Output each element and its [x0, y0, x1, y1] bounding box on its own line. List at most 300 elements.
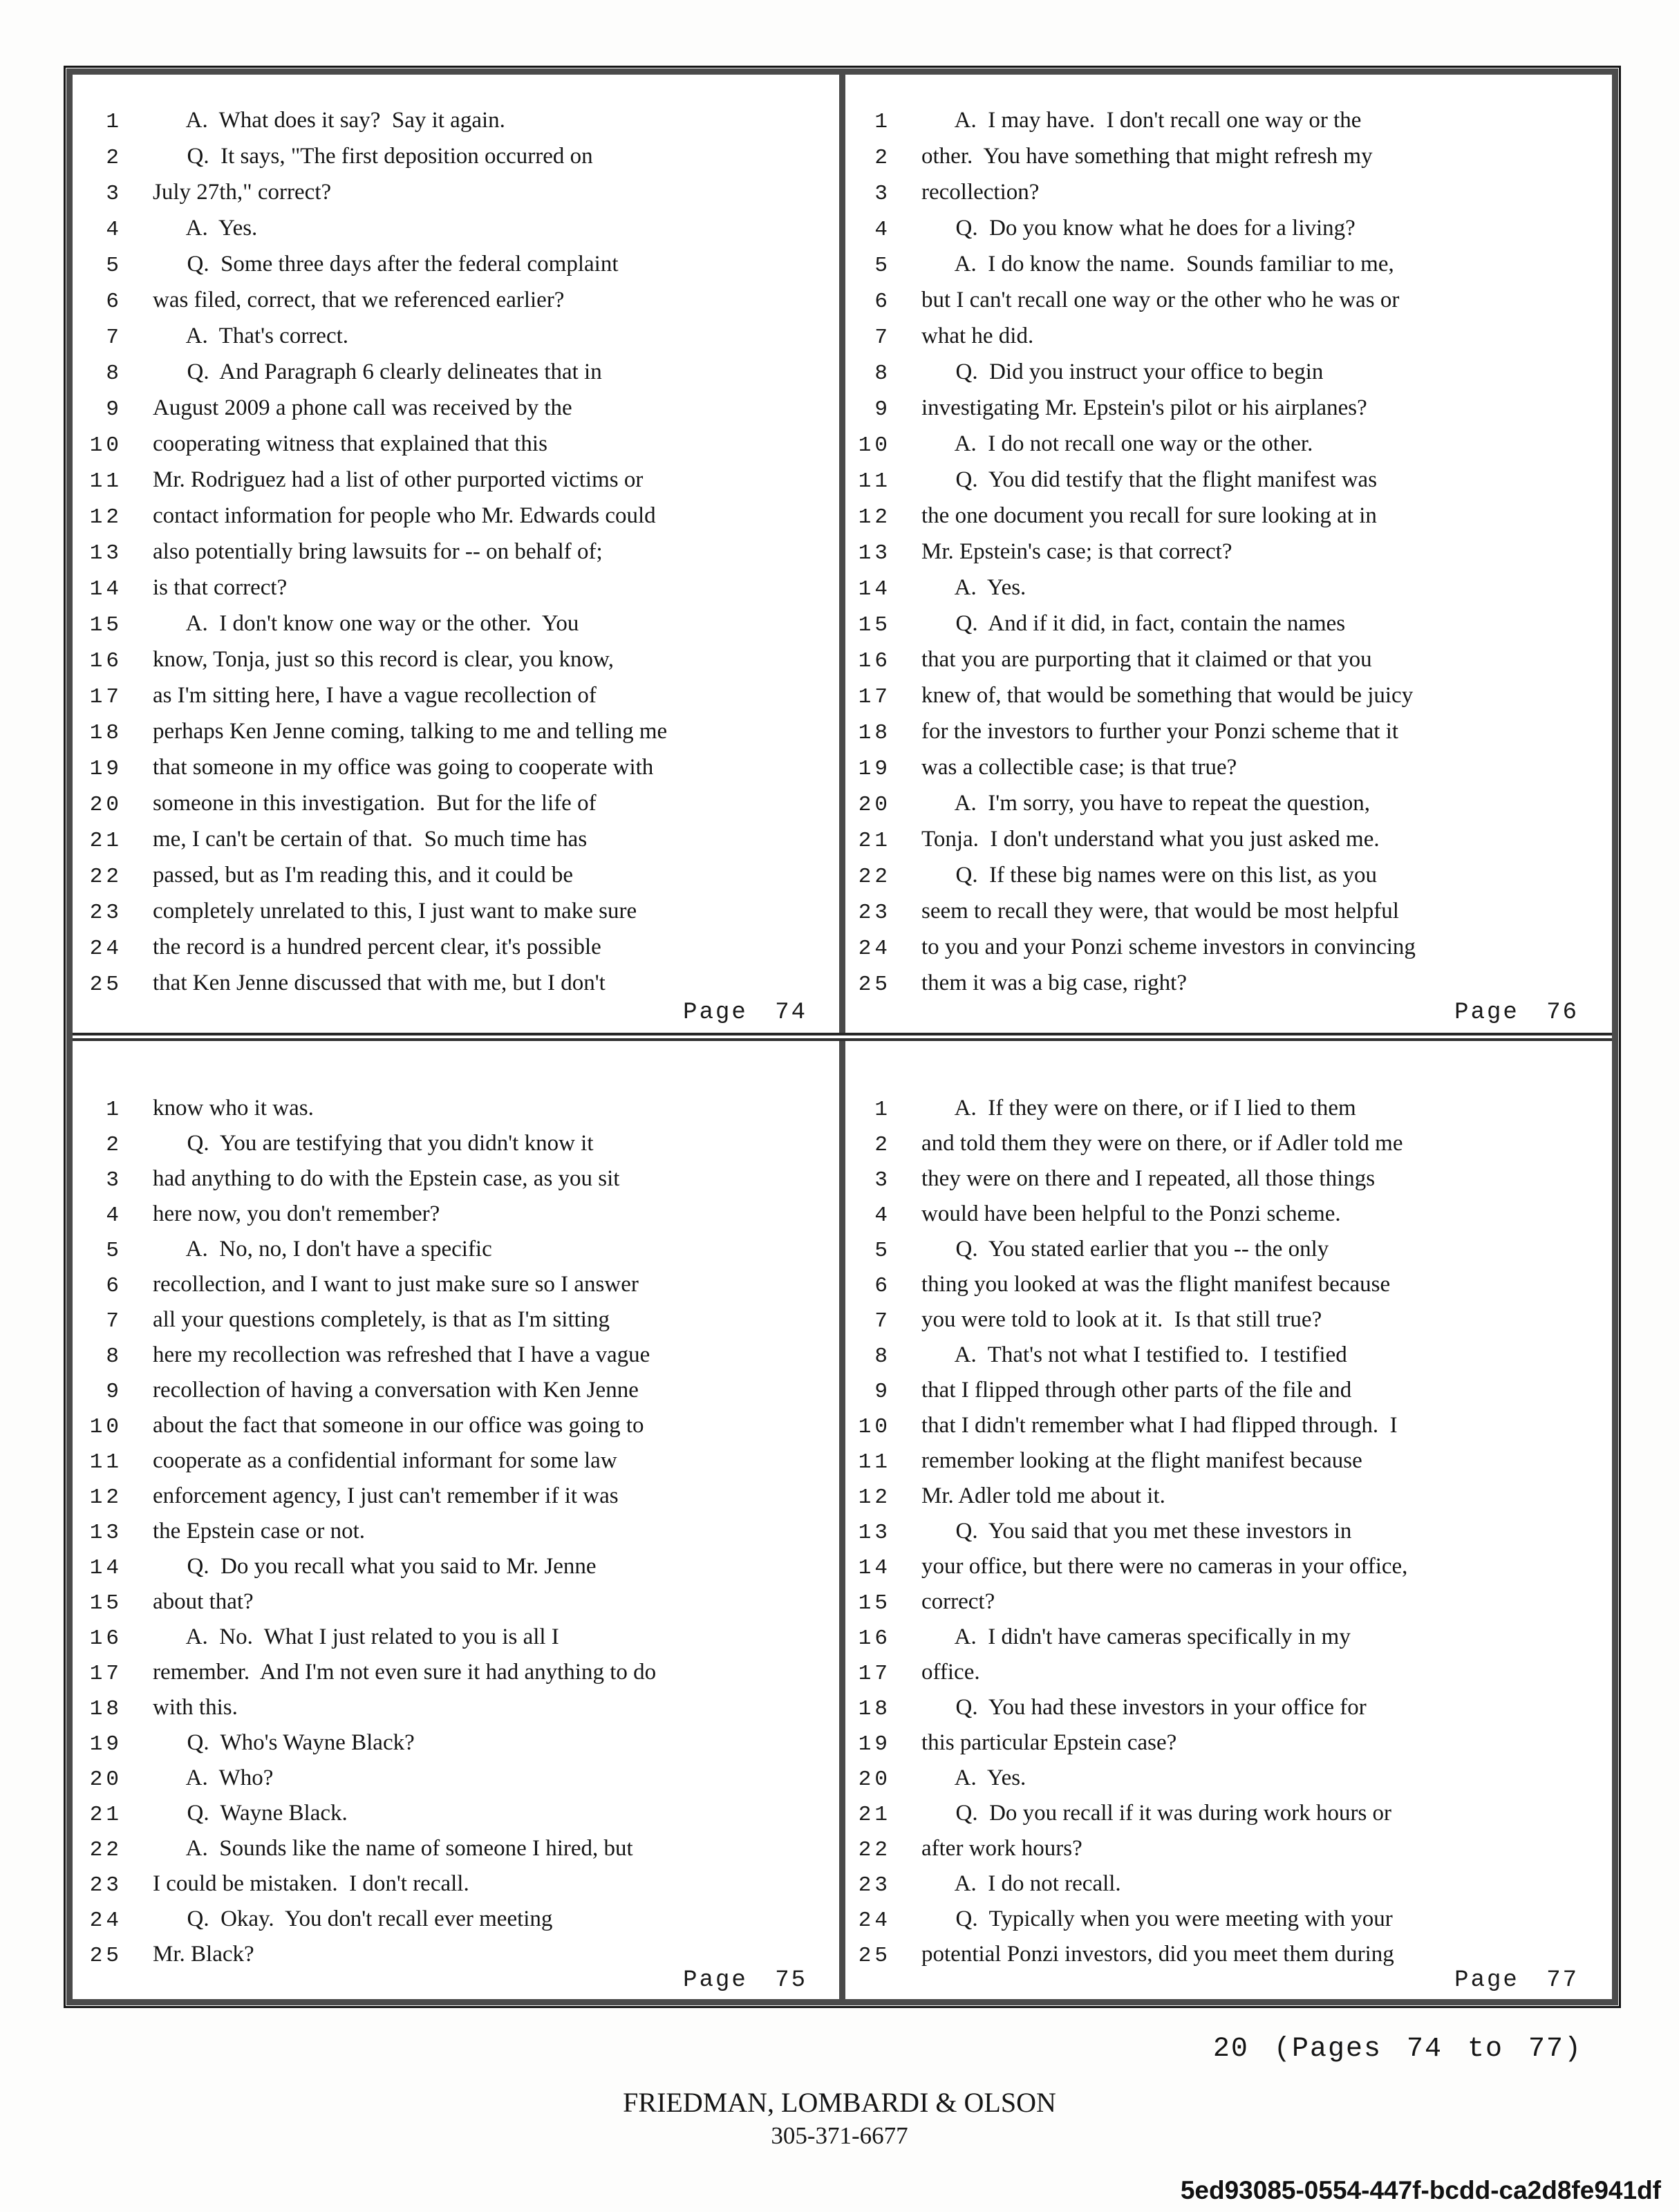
transcript-line [850, 1514, 1612, 1549]
line-text: Q. Who's Wayne Black? [153, 1730, 415, 1755]
transcript-line [850, 1302, 1612, 1338]
line-text: investigating Mr. Epstein's pilot or his airplanes? [921, 395, 1367, 420]
line-number: 25 [858, 1944, 891, 1968]
line-number: 16 [858, 649, 891, 673]
line-number: 14 [858, 1556, 891, 1580]
transcript-line [850, 1091, 1612, 1126]
line-number: 20 [89, 793, 122, 817]
line-number: 14 [858, 577, 891, 601]
transcript-line [850, 1479, 1612, 1514]
line-text: A. That's correct. [153, 324, 349, 348]
line-number: 12 [89, 1485, 122, 1510]
line-number: 1 [874, 110, 891, 134]
transcript-grid [73, 75, 1612, 1999]
line-number: 18 [89, 721, 122, 745]
line-number: 2 [874, 146, 891, 170]
line-text: what he did. [921, 324, 1034, 348]
line-text: A. Who? [153, 1765, 274, 1790]
line-text: A. If they were on there, or if I lied to them [921, 1096, 1356, 1121]
line-number: 12 [89, 505, 122, 529]
line-number: 8 [874, 362, 891, 386]
line-text: that someone in my office was going to cooperate with [153, 755, 654, 780]
line-number: 23 [858, 1873, 891, 1897]
line-text: Mr. Epstein's case; is that correct? [921, 539, 1232, 564]
line-text: July 27th," correct? [153, 180, 332, 205]
line-number: 21 [89, 829, 122, 853]
line-text: office. [921, 1660, 980, 1685]
line-text: but I can't recall one way or the other who he was or [921, 288, 1400, 312]
line-number: 22 [858, 1838, 891, 1862]
transcript-line [850, 1408, 1612, 1443]
transcript-line [850, 713, 1612, 749]
line-number: 17 [89, 685, 122, 709]
transcript-line [81, 1267, 839, 1302]
line-number: 25 [89, 1944, 122, 1968]
line-number: 18 [858, 721, 891, 745]
line-text: recollection? [921, 180, 1040, 205]
line-number: 17 [858, 1662, 891, 1686]
line-text: Q. Do you recall what you said to Mr. Jenne [153, 1554, 597, 1579]
transcript-line [850, 426, 1612, 462]
page-74-label: Page 74 [683, 1000, 807, 1026]
transcript-line [81, 1761, 839, 1796]
line-number: 3 [106, 182, 122, 206]
line-text: Q. And Paragraph 6 clearly delineates that in [153, 359, 602, 384]
transcript-line [81, 1831, 839, 1866]
line-text: A. I do know the name. Sounds familiar to me, [921, 252, 1394, 276]
transcript-line [850, 1373, 1612, 1408]
transcript-line [850, 570, 1612, 606]
line-text: A. No, no, I don't have a specific [153, 1237, 492, 1262]
line-number: 7 [106, 1309, 122, 1333]
transcript-line [81, 1408, 839, 1443]
transcript-line [81, 1338, 839, 1373]
line-text: A. That's not what I testified to. I testified [921, 1342, 1347, 1367]
line-number: 15 [858, 1591, 891, 1615]
transcript-line [81, 606, 839, 641]
line-text: would have been helpful to the Ponzi scheme. [921, 1201, 1341, 1226]
line-text: Q. Some three days after the federal complaint [153, 252, 619, 276]
transcript-line [850, 1866, 1612, 1902]
line-number: 10 [858, 1415, 891, 1439]
sheet-page-range: 20 (Pages 74 to 77) [1212, 2034, 1582, 2065]
line-number: 8 [874, 1344, 891, 1369]
transcript-line [850, 1655, 1612, 1690]
transcript-line [81, 1443, 839, 1479]
transcript-line [81, 1902, 839, 1937]
line-number: 10 [858, 433, 891, 458]
line-text: A. What does it say? Say it again. [153, 108, 505, 133]
line-number: 11 [858, 1450, 891, 1474]
line-text: here my recollection was refreshed that I have a vague [153, 1342, 650, 1367]
court-reporter-firm-name: FRIEDMAN, LOMBARDI & OLSON [623, 2087, 1056, 2118]
line-number: 22 [89, 865, 122, 889]
transcript-line [81, 426, 839, 462]
line-number: 11 [858, 469, 891, 494]
line-number: 4 [106, 218, 122, 242]
line-number: 7 [874, 1309, 891, 1333]
column-divider-bottom [839, 1041, 845, 1999]
line-number: 11 [89, 1450, 122, 1474]
line-text: Q. You had these investors in your office for [921, 1695, 1367, 1720]
line-number: 13 [89, 1521, 122, 1545]
line-text: A. I don't know one way or the other. You [153, 611, 579, 636]
page-76-lines [850, 102, 1612, 1001]
transcript-line [81, 1796, 839, 1831]
line-number: 19 [89, 757, 122, 781]
line-text: cooperate as a confidential informant for some law [153, 1448, 617, 1473]
transcript-line [850, 1831, 1612, 1866]
line-text: Mr. Adler told me about it. [921, 1483, 1165, 1508]
line-number: 17 [858, 685, 891, 709]
line-text: to you and your Ponzi scheme investors in convincing [921, 935, 1416, 959]
line-number: 24 [858, 937, 891, 961]
line-text: here now, you don't remember? [153, 1201, 440, 1226]
transcript-line [81, 749, 839, 785]
line-text: A. I didn't have cameras specifically in my [921, 1624, 1351, 1649]
line-number: 8 [106, 362, 122, 386]
transcript-line [81, 1302, 839, 1338]
line-number: 11 [89, 469, 122, 494]
line-number: 16 [89, 649, 122, 673]
transcript-line [81, 570, 839, 606]
line-text: correct? [921, 1589, 995, 1614]
transcript-line [850, 318, 1612, 354]
transcript-line [81, 1373, 839, 1408]
transcript-line [81, 1197, 839, 1232]
line-text: knew of, that would be something that would be juicy [921, 683, 1414, 708]
transcript-line [81, 1126, 839, 1161]
line-number: 19 [89, 1732, 122, 1756]
line-text: Mr. Rodriguez had a list of other purported victims or [153, 467, 644, 492]
line-number: 13 [89, 541, 122, 565]
line-number: 1 [106, 1098, 122, 1122]
line-text: Q. Do you know what he does for a living? [921, 216, 1356, 241]
transcript-line [81, 641, 839, 677]
line-text: recollection, and I want to just make sure so I answer [153, 1272, 639, 1297]
transcript-line [81, 1620, 839, 1655]
line-text: A. I'm sorry, you have to repeat the question, [921, 791, 1370, 816]
line-text: Mr. Black? [153, 1942, 254, 1967]
line-text: that I didn't remember what I had flipped through. I [921, 1413, 1398, 1438]
transcript-line [81, 354, 839, 390]
line-text: Tonja. I don't understand what you just asked me. [921, 827, 1380, 852]
transcript-line [850, 390, 1612, 426]
transcript-line [850, 210, 1612, 246]
line-number: 4 [874, 1203, 891, 1228]
quadrant-page-77 [845, 1041, 1612, 1999]
line-text: all your questions completely, is that as I'm sitting [153, 1307, 610, 1332]
line-text: thing you looked at was the flight manifest because [921, 1272, 1391, 1297]
line-text: me, I can't be certain of that. So much time has [153, 827, 588, 852]
line-number: 24 [89, 1909, 122, 1933]
line-number: 3 [106, 1168, 122, 1192]
transcript-line [81, 282, 839, 318]
line-text: that you are purporting that it claimed or that you [921, 647, 1372, 672]
line-number: 12 [858, 505, 891, 529]
transcript-line [850, 1620, 1612, 1655]
transcript-line [850, 821, 1612, 857]
line-text: Q. Do you recall if it was during work hours or [921, 1801, 1392, 1826]
transcript-line [850, 174, 1612, 210]
line-number: 21 [858, 829, 891, 853]
page-77-label: Page 77 [1454, 1967, 1579, 1994]
transcript-border-frame [64, 66, 1621, 2008]
line-number: 6 [106, 1274, 122, 1298]
transcript-line [81, 1479, 839, 1514]
page-74-lines [81, 102, 839, 1001]
line-number: 23 [89, 1873, 122, 1897]
line-text: your office, but there were no cameras in your office, [921, 1554, 1408, 1579]
transcript-line [850, 534, 1612, 570]
line-number: 20 [89, 1768, 122, 1792]
transcript-line [850, 1761, 1612, 1796]
line-text: that I flipped through other parts of the file and [921, 1378, 1352, 1403]
line-number: 12 [858, 1485, 891, 1510]
transcript-line [850, 1161, 1612, 1197]
transcript-line [850, 857, 1612, 893]
quadrant-page-75 [73, 1041, 839, 1999]
transcript-line [850, 1338, 1612, 1373]
transcript-line [850, 1126, 1612, 1161]
line-number: 14 [89, 577, 122, 601]
line-number: 1 [874, 1098, 891, 1122]
line-text: Q. Typically when you were meeting with your [921, 1906, 1393, 1931]
line-number: 6 [874, 1274, 891, 1298]
line-text: Q. Wayne Black. [153, 1801, 348, 1826]
line-number: 23 [89, 901, 122, 925]
transcript-line [81, 1161, 839, 1197]
line-text: Q. You did testify that the flight manifest was [921, 467, 1378, 492]
line-text: A. Yes. [153, 216, 258, 241]
transcript-line [850, 1796, 1612, 1831]
line-number: 9 [106, 397, 122, 422]
line-number: 5 [874, 1239, 891, 1263]
transcript-line [850, 102, 1612, 138]
line-text: Q. And if it did, in fact, contain the names [921, 611, 1346, 636]
transcript-line [81, 534, 839, 570]
line-text: other. You have something that might refresh my [921, 144, 1373, 169]
transcript-line [81, 929, 839, 965]
transcript-line [81, 210, 839, 246]
transcript-line [81, 677, 839, 713]
line-text: you were told to look at it. Is that still true? [921, 1307, 1322, 1332]
transcript-line [81, 893, 839, 929]
line-number: 9 [106, 1380, 122, 1404]
transcript-line [81, 462, 839, 498]
page-75-lines [81, 1091, 839, 1972]
line-number: 4 [106, 1203, 122, 1228]
line-number: 13 [858, 1521, 891, 1545]
line-number: 7 [874, 326, 891, 350]
line-number: 5 [106, 254, 122, 278]
line-text: also potentially bring lawsuits for -- on behalf of; [153, 539, 603, 564]
transcript-line [81, 965, 839, 1001]
transcript-line [81, 1232, 839, 1267]
transcript-line [81, 785, 839, 821]
line-text: for the investors to further your Ponzi scheme that it [921, 719, 1399, 744]
line-number: 3 [874, 182, 891, 206]
line-number: 25 [858, 973, 891, 997]
transcript-line [850, 246, 1612, 282]
line-text: A. I may have. I don't recall one way or the [921, 108, 1362, 133]
line-number: 14 [89, 1556, 122, 1580]
line-text: Q. Okay. You don't recall ever meeting [153, 1906, 553, 1931]
line-number: 22 [858, 865, 891, 889]
line-number: 13 [858, 541, 891, 565]
transcript-border-inner [66, 68, 1618, 2005]
line-number: 20 [858, 1768, 891, 1792]
transcript-line [81, 1690, 839, 1725]
document-id: 5ed93085-0554-447f-bcdd-ca2d8fe941df [1180, 2176, 1661, 2204]
line-text: A. No. What I just related to you is all I [153, 1624, 559, 1649]
line-text: them it was a big case, right? [921, 971, 1187, 995]
line-number: 4 [874, 218, 891, 242]
line-text: passed, but as I'm reading this, and it could be [153, 863, 574, 888]
line-number: 8 [106, 1344, 122, 1369]
transcript-line [81, 1725, 839, 1761]
quadrant-page-74 [73, 75, 839, 1033]
transcript-line [850, 1690, 1612, 1725]
transcript-line [850, 354, 1612, 390]
line-text: as I'm sitting here, I have a vague recollection of [153, 683, 597, 708]
transcript-line [81, 1091, 839, 1126]
transcript-line [81, 1584, 839, 1620]
line-text: and told them they were on there, or if Adler told me [921, 1131, 1403, 1156]
line-number: 9 [874, 397, 891, 422]
line-text: A. Yes. [921, 1765, 1026, 1790]
line-number: 15 [89, 613, 122, 637]
line-number: 17 [89, 1662, 122, 1686]
transcript-line [850, 929, 1612, 965]
line-text: the Epstein case or not. [153, 1519, 365, 1544]
transcript-line [850, 1232, 1612, 1267]
line-number: 23 [858, 901, 891, 925]
transcript-line [850, 677, 1612, 713]
transcript-line [850, 965, 1612, 1001]
line-text: after work hours? [921, 1836, 1082, 1861]
transcript-line [81, 102, 839, 138]
line-number: 10 [89, 433, 122, 458]
transcript-line [81, 498, 839, 534]
line-number: 19 [858, 1732, 891, 1756]
transcript-line [81, 390, 839, 426]
line-text: the record is a hundred percent clear, it's possible [153, 935, 601, 959]
line-number: 20 [858, 793, 891, 817]
transcript-line [81, 713, 839, 749]
transcript-line [850, 1267, 1612, 1302]
line-number: 25 [89, 973, 122, 997]
transcript-line [81, 138, 839, 174]
line-number: 15 [89, 1591, 122, 1615]
transcript-line [850, 1549, 1612, 1584]
page-76-label: Page 76 [1454, 1000, 1579, 1026]
line-text: know who it was. [153, 1096, 314, 1121]
transcript-line [850, 1902, 1612, 1937]
line-text: seem to recall they were, that would be most helpful [921, 899, 1399, 924]
transcript-line [850, 893, 1612, 929]
line-text: about the fact that someone in our office was going to [153, 1413, 644, 1438]
line-text: is that correct? [153, 575, 288, 600]
transcript-line [850, 1725, 1612, 1761]
line-text: Q. If these big names were on this list, as you [921, 863, 1377, 888]
transcript-line [850, 498, 1612, 534]
transcript-line [850, 462, 1612, 498]
line-text: completely unrelated to this, I just want to make sure [153, 899, 637, 924]
line-text: had anything to do with the Epstein case, as you sit [153, 1166, 620, 1191]
line-text: remember. And I'm not even sure it had anything to do [153, 1660, 657, 1685]
line-text: that Ken Jenne discussed that with me, but I don't [153, 971, 606, 995]
line-number: 24 [89, 937, 122, 961]
line-text: I could be mistaken. I don't recall. [153, 1871, 469, 1896]
court-reporter-phone: 305-371-6677 [771, 2122, 908, 2149]
transcript-line [81, 857, 839, 893]
transcript-line [81, 1866, 839, 1902]
transcript-line [850, 282, 1612, 318]
page-77-lines [850, 1091, 1612, 1972]
line-text: August 2009 a phone call was received by the [153, 395, 572, 420]
line-text: Q. Did you instruct your office to begin [921, 359, 1324, 384]
line-text: this particular Epstein case? [921, 1730, 1177, 1755]
transcript-line [81, 174, 839, 210]
transcript-line [81, 318, 839, 354]
row-divider [73, 1033, 1612, 1041]
line-text: the one document you recall for sure looking at in [921, 503, 1377, 528]
transcript-line [81, 821, 839, 857]
line-text: Q. You said that you met these investors in [921, 1519, 1352, 1544]
line-number: 21 [858, 1803, 891, 1827]
line-text: A. Sounds like the name of someone I hired, but [153, 1836, 633, 1861]
line-number: 22 [89, 1838, 122, 1862]
line-text: Q. You are testifying that you didn't know it [153, 1131, 594, 1156]
line-number: 15 [858, 613, 891, 637]
line-number: 16 [858, 1627, 891, 1651]
line-number: 6 [106, 290, 122, 314]
line-number: 7 [106, 326, 122, 350]
line-number: 16 [89, 1627, 122, 1651]
line-text: they were on there and I repeated, all those things [921, 1166, 1376, 1191]
line-number: 24 [858, 1909, 891, 1933]
transcript-line [850, 1197, 1612, 1232]
transcript-line [850, 606, 1612, 641]
line-number: 10 [89, 1415, 122, 1439]
line-text: remember looking at the flight manifest because [921, 1448, 1362, 1473]
line-text: A. Yes. [921, 575, 1026, 600]
line-text: with this. [153, 1695, 238, 1720]
line-text: Q. It says, "The first deposition occurred on [153, 144, 593, 169]
line-text: about that? [153, 1589, 254, 1614]
line-number: 9 [874, 1380, 891, 1404]
line-number: 5 [106, 1239, 122, 1263]
line-number: 19 [858, 757, 891, 781]
line-text: enforcement agency, I just can't remember if it was [153, 1483, 619, 1508]
transcript-line [850, 138, 1612, 174]
transcript-line [850, 641, 1612, 677]
line-number: 5 [874, 254, 891, 278]
line-text: recollection of having a conversation with Ken Jenne [153, 1378, 639, 1403]
line-text: A. I do not recall. [921, 1871, 1121, 1896]
line-text: Q. You stated earlier that you -- the only [921, 1237, 1329, 1262]
line-number: 18 [89, 1697, 122, 1721]
transcript-line [81, 1549, 839, 1584]
line-number: 3 [874, 1168, 891, 1192]
page-75-label: Page 75 [683, 1967, 807, 1994]
line-text: cooperating witness that explained that this [153, 431, 547, 456]
transcript-line [850, 1584, 1612, 1620]
transcript-line [81, 246, 839, 282]
line-text: know, Tonja, just so this record is clear, you know, [153, 647, 614, 672]
transcript-line [850, 749, 1612, 785]
